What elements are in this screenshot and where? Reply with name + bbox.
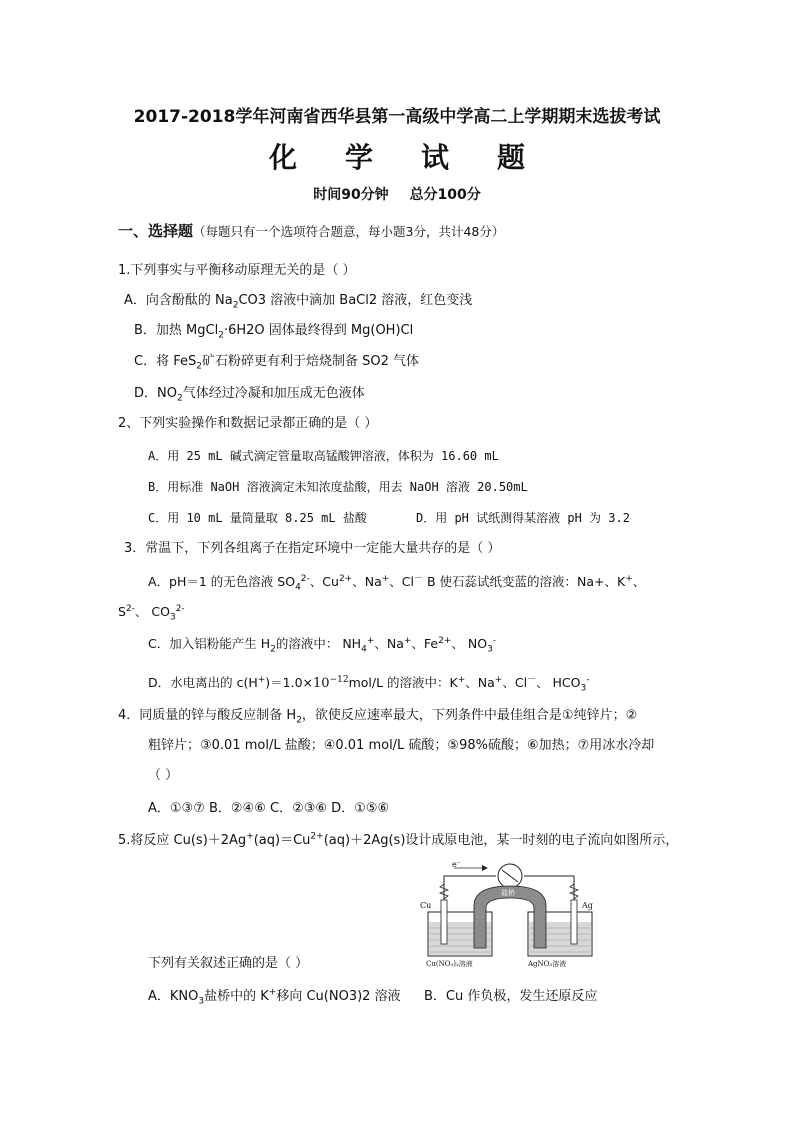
exam-title: 2017-2018学年河南省西华县第一高级中学高二上学期期末选拔考试 (133, 107, 661, 127)
q5-question: 下列有关叙述正确的是（ ） (148, 956, 309, 971)
q5-option-b: B．Cu 作负极，发生还原反应 (424, 989, 598, 1004)
q1-option-c: C．将 FeS$_2$矿石粉碎更有利于焙烧制备 SO2 气体 (134, 354, 419, 372)
left-solution-label: Cu(NO₃)₂溶液 (426, 960, 473, 968)
ag-label: Ag (582, 901, 593, 910)
q5-option-a: A．$KNO_3$盐桥中的 K+移向 Cu(NO3)2 溶液 (148, 987, 401, 1007)
q5-stem: 5.将反应 $Cu(s)+2Ag^+(aq)=Cu^{2+}(aq)+2Ag(s)$设计成原电池，某一时刻的电子流向如图所示， (118, 831, 679, 848)
salt-bridge-label: 盐桥 (501, 889, 515, 897)
q3-option-c: C．加入铝粉能产生 $H_2$的溶液中： $NH_4^+$、Na+、$Fe^{2+}$、 $NO_3^-$ (148, 635, 497, 655)
subject-title: 化学试题 (268, 141, 573, 174)
electron-arrow-icon (482, 865, 488, 871)
galvanic-cell-diagram (418, 862, 602, 970)
exam-meta (0, 186, 794, 204)
q3-option-d: D．水电离出的 $c(H^+)=1.0\times 10^{-12}mol/L$ 的溶液中：K+、Na+、Cl－、 $HCO_3^-$ (148, 674, 590, 694)
q1-option-b: B．加热 MgCl$_2$·6H2O 固体最终得到 Mg(OH)Cl (134, 323, 414, 341)
q1-stem: 1.下列事实与平衡移动原理无关的是（ ） (118, 263, 356, 278)
q2-option-c: C．用 10 mL 量筒量取 8.25 mL 盐酸 (148, 511, 367, 525)
q4-stem-line1: 4．同质量的锌与酸反应制备 $H_2$，欲使反应速率最大，下列条件中最佳组合是①纯锌片；② (118, 708, 638, 726)
section-note: （每题只有一个选项符合题意，每小题3分，共计48分） (193, 224, 505, 239)
q3-option-b-cont: $S^{2-}$、 $CO_3^{2-}$ (118, 603, 185, 623)
section-heading (118, 222, 504, 241)
section-title: 一、选择题 (118, 222, 194, 240)
q3-option-a-b: A．pH＝1 的无色溶液 $SO_4^{2-}$、$Cu^{2+}$、Na+、Cl－ B 使石蕊试纸变蓝的溶液：Na+、K+、 (148, 573, 646, 593)
exam-total: 总分100分 (409, 187, 481, 203)
q4-stem-line3: （ ） (148, 768, 179, 783)
ag-electrode (571, 900, 577, 944)
electron-label: e⁻ (452, 862, 461, 869)
q2-option-d: D．用 pH 试纸测得某溶液 pH 为 3.2 (416, 511, 630, 525)
q1-option-d: D．$NO_2$气体经过冷凝和加压成无色液体 (134, 386, 365, 404)
cu-electrode (441, 900, 447, 944)
q3-stem: 3．常温下，下列各组离子在指定环境中一定能大量共存的是（ ） (124, 541, 501, 556)
q2-option-a: A．用 25 mL 碱式滴定管量取高锰酸钾溶液，体积为 16.60 mL (148, 449, 499, 463)
right-solution-label: AgNO₃溶液 (528, 960, 567, 968)
cell-svg (418, 862, 602, 970)
q4-options: A．①③⑦ B．②④⑥ C．②③⑥ D．①⑤⑥ (148, 801, 390, 816)
q2-option-b: B．用标准 NaOH 溶液滴定未知浓度盐酸，用去 NaOH 溶液 20.50mL (148, 480, 528, 494)
q4-stem-line2: 粗锌片；③0.01 mol/L 盐酸；④0.01 mol/L 硫酸；⑤98%硫酸；⑥加热；⑦用冰水冷却 (148, 738, 655, 753)
q2-stem: 2、下列实验操作和数据记录都正确的是（ ） (118, 416, 378, 431)
exam-time: 时间90分钟 (313, 187, 389, 203)
q1-option-a: A．向含酚酞的 $Na_2CO3$ 溶液中滴加 BaCl2 溶液，红色变浅 (124, 293, 473, 311)
cu-label: Cu (420, 901, 432, 910)
